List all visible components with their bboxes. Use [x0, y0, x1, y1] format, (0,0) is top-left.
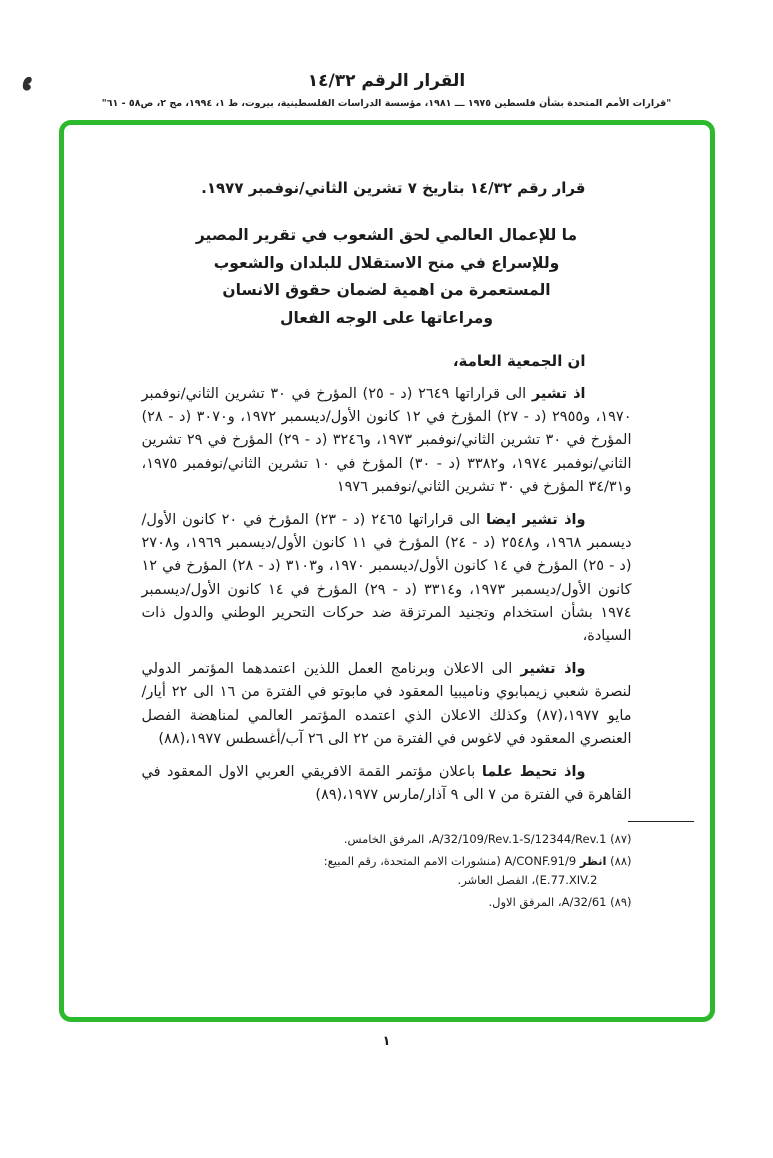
resolution-title-block	[142, 222, 632, 332]
paragraph-text: الى الاعلان وبرنامج العمل اللذين اعتمدهما المؤتمر الدولي لنصرة شعبي زيمبابوي وناميبيا المعقود في مابوتو في الفترة من ١٦ الى ٢٢ أيار/مايو ١٩٧٧،(٨٧) وكذلك الاعلان الذي اعتمده المؤتمر العالمي لمناهضة الفصل العنصري المعقود في لاغوس في الفترة من ٢٢ الى ٢٦ آب/أغسطس ١٩٧٧،(٨٨)	[141, 661, 632, 747]
footnote-label: (٨٩)	[610, 895, 632, 910]
paragraph-lead: اذ تشير	[531, 386, 586, 402]
paragraph-text: الى قراراتها ٢٤٦٥ (د - ٢٣) المؤرخ في ٢٠ كانون الأول/ديسمبر ١٩٦٨، و٢٥٤٨ (د - ٢٤) المؤرخ في ١١ كانون الأول/ديسمبر ١٩٦٩، و٢٧٠٨ (د - ٢٥) المؤرخ في ١٤ كانون الأول/ديسمبر ١٩٧٠، و٣١٠٣ (د - ٢٨) المؤرخ في ١٢ كانون الأول/ديسمبر ١٩٧٣، و٣٣١٤ (د - ٢٩) المؤرخ في ١٤ كانون الأول/ديسمبر ١٩٧٤ بشأن استخدام وتجنيد المرتزقة ضد حركات التحرير الوطني والدول ذات السيادة،	[141, 512, 632, 645]
resolution-title-line: المستعمرة من اهمية لضمان حقوق الانسان	[222, 281, 551, 299]
footnotes-block	[287, 830, 632, 912]
preamble-paragraph-3	[142, 658, 632, 751]
preamble-paragraph-4	[142, 761, 632, 807]
footnote-text: A/32/61، المرفق الاول.	[488, 895, 607, 910]
page-title: القرار الرقم ١٤/٣٢	[307, 71, 466, 91]
footnote-text: A/CONF.91/9 (منشورات الامم المتحدة، رقم المبيع: E.77.XIV.2)، الفصل العاشر.	[323, 854, 598, 888]
preamble-opening: ان الجمعية العامة،	[452, 352, 586, 370]
paragraph-text: الى قراراتها ٢٦٤٩ (د - ٢٥) المؤرخ في ٣٠ تشرين الثاني/نوفمبر ١٩٧٠، و٢٩٥٥ (د - ٢٧) المؤرخ في ١٢ كانون الأول/ديسمبر ١٩٧٢، و٣٠٧٠ (د - ٢٨) المؤرخ في ٣٠ تشرين الثاني/نوفمبر ١٩٧٣، و٣٢٤٦ (د - ٢٩) المؤرخ في ٢٩ تشرين الثاني/نوفمبر ١٩٧٤، و٣٣٨٢ (د - ٣٠) المؤرخ في ١٠ تشرين الثاني/نوفمبر ١٩٧٥، و٣٤/٣١ المؤرخ في ٣٠ تشرين الثاني/نوفمبر ١٩٧٦	[141, 386, 632, 495]
paragraph-lead: واذ تشير	[520, 661, 586, 678]
resolution-frame	[59, 120, 715, 1022]
preamble-paragraph-1	[142, 383, 632, 499]
resolution-title-line: ومراعاتها على الوجه الفعال	[280, 308, 493, 327]
paragraph-text: باعلان مؤتمر القمة الافريقي العربي الاول المعقود في القاهرة في الفترة من ٧ الى ٩ آذار/مارس ١٩٧٧،(٨٩)	[141, 764, 632, 804]
page-number: ١	[382, 1034, 391, 1049]
resolution-title-line: ما للإعمال العالمي لحق الشعوب في تقرير المصير	[195, 226, 578, 244]
footnote-text: A/32/109/Rev.1-S/12344/Rev.1، المرفق الخامس.	[343, 832, 607, 847]
paragraph-lead: واذ تشير ايضا	[485, 512, 586, 529]
source-citation: "قرارات الأمم المتحدة بشأن فلسطين ١٩٧٥ ـــ ١٩٨١، مؤسسة الدراسات الفلسطينية، بيروت، ط ١، ١٩٩٤، مج ٢، ص٥٨ - ٦١"	[101, 98, 672, 109]
footnote-89	[287, 893, 632, 912]
paragraph-lead: واذ تحيط علما	[481, 764, 586, 781]
scan-artifact-mark	[20, 74, 36, 92]
footnote-bold-word: انظر	[579, 854, 607, 869]
preamble-paragraph-2	[142, 509, 632, 648]
resolution-title-line: وللإسراع في منح الاستقلال للبلدان والشعوب	[213, 253, 560, 272]
footnote-87	[287, 830, 632, 849]
page-header	[0, 70, 773, 111]
footnote-label: (٨٧)	[610, 832, 632, 847]
footnote-separator	[628, 821, 694, 822]
resolution-intro: قرار رقم ١٤/٣٢ بتاريخ ٧ تشرين الثاني/نوفمبر ١٩٧٧.	[201, 179, 586, 197]
footnote-88	[287, 852, 632, 890]
footnote-label: (٨٨)	[610, 854, 632, 869]
document-page	[0, 70, 773, 1158]
